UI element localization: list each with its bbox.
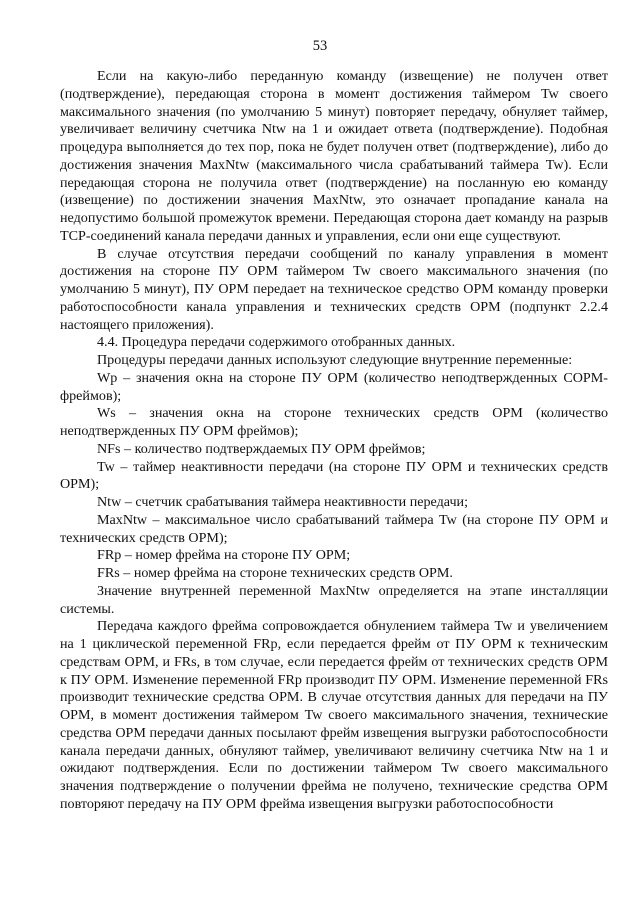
paragraph-channel-check: В случае отсутствия передачи сообщений по каналу управления в момент достижения на стороне ПУ ОРМ таймером Tw своего максимального значения (по умолчанию 5 минут), ПУ ОРМ передает на техническое средство ОРМ команду проверки работоспособности канала управления и технических средств ОРМ (подпункт 2.2.4 настоящего приложения).: [60, 245, 608, 333]
body-text: [60, 68, 608, 814]
paragraph-variables-intro: Процедуры передачи данных используют следующие внутренние переменные:: [97, 352, 573, 368]
variable-maxntw: MaxNtw – максимальное число срабатываний таймера Tw (на стороне ПУ ОРМ и технических средств ОРМ);: [60, 511, 608, 546]
variable-frs: FRs – номер фрейма на стороне технических средств ОРМ.: [97, 565, 453, 581]
variable-ntw: Ntw – счетчик срабатывания таймера неактивности передачи;: [97, 494, 469, 510]
variable-tw: Tw – таймер неактивности передачи (на стороне ПУ ОРМ и технических средств ОРМ);: [60, 458, 608, 493]
paragraph-maxntw-definition: Значение внутренней переменной MaxNtw определяется на этапе инсталляции системы.: [60, 582, 608, 617]
variable-wp: Wp – значения окна на стороне ПУ ОРМ (количество неподтвержденных СОРМ-фреймов);: [60, 369, 608, 404]
variable-nfs: NFs – количество подтверждаемых ПУ ОРМ фреймов;: [97, 440, 426, 457]
paragraph-frame-transmission: Передача каждого фрейма сопровождается обнулением таймера Tw и увеличением на 1 циклической переменной FRp, если передается фрейм от ПУ ОРМ к техническим средствам ОРМ, и FRs, в том случае, если передается фрейм от технических средств ОРМ к ПУ ОРМ. Изменение переменной FRp производит ПУ ОРМ. Изменение переменной FRs производит технические средства ОРМ. В случае отсутствия данных для передачи на ПУ ОРМ, в момент достижения таймером Tw своего максимального значения, технические средства ОРМ передачи данных посылают фрейм извещения выгрузки работоспособности канала передачи данных, обнуляют таймер, увеличивают величину счетчика Ntw на 1 и ожидают подтверждения. Если по достижении таймером Tw своего максимального значения подтверждение о получении фрейма не получено, технические средства ОРМ повторяют передачу на ПУ ОРМ фрейма извещения выгрузки работоспособности: [60, 618, 608, 812]
variable-frp: FRp – номер фрейма на стороне ПУ ОРМ;: [97, 547, 351, 564]
page-number: 53: [312, 38, 328, 54]
section-heading-4-4: 4.4. Процедура передачи содержимого отобранных данных.: [97, 334, 456, 351]
paragraph-retransmission: Если на какую-либо переданную команду (извещение) не получен ответ (подтверждение), передающая сторона в момент достижения таймером Tw своего максимального значения (по умолчанию 5 минут) повторяет передачу, обнуляет таймер, увеличивает величину счетчика Ntw на 1 и ожидает ответа (подтверждение). Подобная процедура выполняется до тех пор, пока не будет получен ответ (подтверждение), либо до достижения значения MaxNtw (максимального числа срабатываний таймера Tw). Если передающая сторона не получила ответ (подтверждение) на посланную ею команду (извещение) по достижении значения MaxNtw, это означает пропадание канала на недопустимо большой промежуток времени. Передающая сторона дает команду на разрыв TCP-соединений канала передачи данных и управления, если они еще существуют.: [60, 68, 608, 244]
variable-ws: Ws – значения окна на стороне технических средств ОРМ (количество неподтвержденных ПУ ОРМ фреймов);: [60, 405, 608, 439]
